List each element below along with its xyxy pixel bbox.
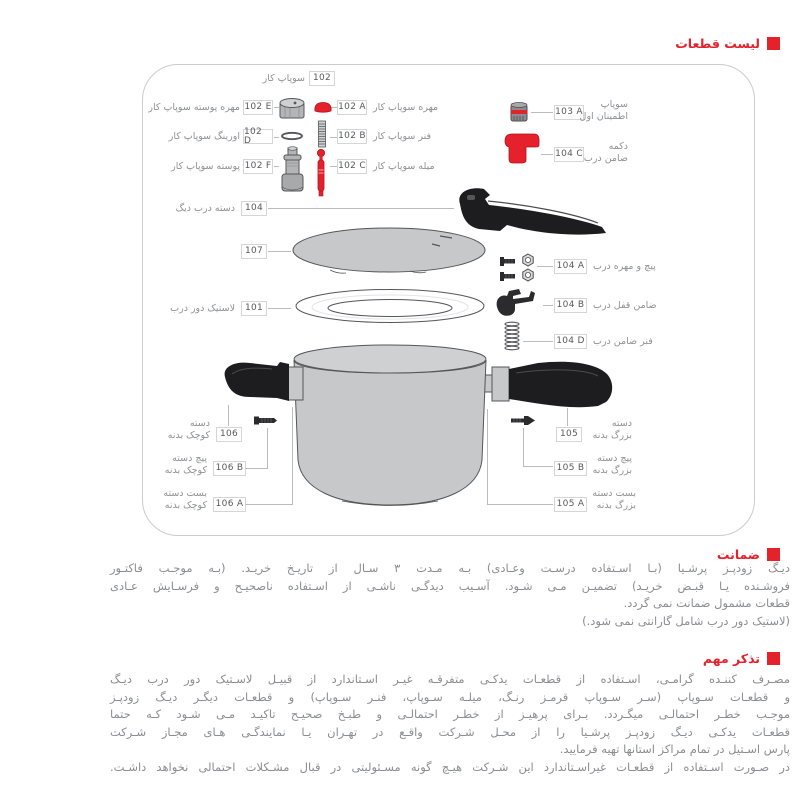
note-title: تذکر مهم <box>702 651 760 666</box>
connector-line <box>268 308 291 309</box>
large-handle-screw-illustration <box>509 414 537 427</box>
valve-casing-illustration <box>277 146 307 196</box>
red-square-icon <box>767 652 780 665</box>
part-label-105b: پیچ دسته بزرگ بدنه <box>592 453 632 476</box>
part-label-106: دسته کوچک بدنه <box>167 418 210 441</box>
part-box-103a: 103 A <box>554 105 584 120</box>
warranty-title: ضمانت <box>716 547 760 562</box>
part-box-104d: 104 D <box>554 334 587 349</box>
part-box-102: 102 <box>309 71 335 86</box>
part-label-104a: پیچ و مهره درب <box>593 261 656 272</box>
part-label-104d: فنر ضامن درب <box>593 336 653 347</box>
note-line: مصـرف کننـده گرامـی، اسـتفاده از قطعـات یدکـی متفرقـه غیـر اسـتاندارد از قبیـل لاسـتیک دور درب دیـگ <box>110 672 790 686</box>
parts-list-title: لیست قطعات <box>675 36 760 51</box>
connector-line <box>543 305 553 306</box>
warranty-line: فروشـنده یـا قبـض خریـد) تضمیـن مـی شـود. آسـیب دیدگـی ناشـی از اسـتفاده ناصحیـح و فرسـایش عـادی <box>110 578 790 593</box>
safety-valve-illustration <box>508 100 530 124</box>
connector-line <box>228 405 229 426</box>
note-heading <box>703 651 780 666</box>
red-square-icon <box>767 37 780 50</box>
part-label-102b: فنر سوپاپ کار <box>373 131 432 142</box>
connector-line <box>268 208 454 209</box>
part-box-102c: 102 C <box>337 159 367 174</box>
small-handle-screw-illustration <box>253 414 279 427</box>
connector-line <box>524 466 553 467</box>
part-box-104c: 104 C <box>554 147 584 162</box>
part-box-105b: 105 B <box>554 461 587 476</box>
latch-button-illustration <box>501 129 541 165</box>
connector-line <box>267 428 268 469</box>
note-line: و قطعـات سـوپاپ (سـر سـوپاپ قرمـز رنـگ، میلـه سـوپاپ، فنـر سـوپاپ) و قطعـات دیگـر دیـگ زودپـز <box>110 689 790 704</box>
connector-line <box>531 112 553 113</box>
valve-casing-nut-illustration <box>278 96 306 121</box>
part-box-101: 101 <box>241 301 267 316</box>
latch-spring-illustration <box>502 320 522 354</box>
part-box-104a: 104 A <box>554 259 587 274</box>
part-box-102f: 102 F <box>243 159 273 174</box>
part-box-104b: 104 B <box>554 298 587 313</box>
pot-body-illustration <box>286 342 494 514</box>
oring-illustration <box>280 131 304 141</box>
note-line: موجـب خطـر احتمالـی میگـردد. بـرای پرهیـز از خطـر احتمالـی و طبـخ صحیـح تاکیـد مـی شـود کـه حتما <box>110 707 790 721</box>
part-label-102d: اورینگ سوپاپ کار <box>168 131 240 142</box>
connector-line <box>541 154 553 155</box>
warranty-text <box>110 560 790 630</box>
part-box-104: 104 <box>241 201 267 216</box>
part-box-107: 107 <box>241 244 267 259</box>
part-label-102a: مهره سوپاپ کار <box>373 102 439 113</box>
connector-line <box>268 251 291 252</box>
note-line: پارس اسـتیل در تمام مراکز استانها تهیه فرمایید. <box>559 742 790 756</box>
part-box-102e: 102 E <box>243 100 273 115</box>
part-label-105: دسته بزرگ بدنه <box>592 418 632 441</box>
warranty-line: قطعات مشمول ضمانت نمی گردد. <box>623 596 790 610</box>
part-box-105a: 105 A <box>554 497 587 512</box>
part-box-106: 106 <box>216 427 242 442</box>
part-label-102: سوپاپ کار <box>262 73 305 84</box>
connector-line <box>523 341 553 342</box>
part-box-102a: 102 A <box>337 100 367 115</box>
connector-line <box>330 137 337 138</box>
part-box-102d: 102 D <box>243 129 273 144</box>
valve-nut-illustration <box>312 100 334 113</box>
connector-line <box>523 428 524 467</box>
lid-lock-latch-illustration <box>494 288 542 318</box>
part-label-104c: دکمه ضامن درب <box>583 141 628 164</box>
large-body-handle-illustration <box>490 358 616 410</box>
part-box-102b: 102 B <box>337 129 367 144</box>
gasket-illustration <box>292 287 488 327</box>
connector-line <box>537 266 553 267</box>
connector-line <box>274 137 279 138</box>
part-label-105a: بست دسته بزرگ بدنه <box>592 488 636 511</box>
connector-line <box>330 166 337 167</box>
part-label-106a: بست دسته کوچک بدنه <box>163 488 207 511</box>
part-label-102c: میله سوپاپ کار <box>373 161 435 172</box>
part-label-101: لاستیک دور درب <box>170 303 235 314</box>
part-box-106b: 106 B <box>213 461 246 476</box>
connector-line <box>567 408 568 426</box>
note-line: در صـورت اسـتفاده از قطعـات غیراسـتاندارد این شـرکت هیـچ گونه مسـئولیتی در قبال مشـکلات احتمالی نخواهد داشـت. <box>110 759 790 774</box>
part-box-105: 105 <box>556 427 582 442</box>
valve-spring-illustration <box>316 119 328 149</box>
connector-line <box>246 468 268 469</box>
lid-bolts-nuts-illustration <box>498 252 538 286</box>
small-body-handle-illustration <box>220 360 306 406</box>
note-text <box>110 671 790 776</box>
part-box-106a: 106 A <box>213 497 246 512</box>
part-label-104: دسته درب دیگ <box>175 203 235 214</box>
lid-illustration <box>290 224 490 276</box>
valve-rod-illustration <box>314 148 328 198</box>
warranty-line: (لاستیک دور درب شامل گارانتی نمی شود.) <box>582 613 790 628</box>
part-label-102e: مهره پوسته سوپاپ کار <box>148 102 240 113</box>
warranty-line: دیـگ زودپـز پرشـیا (بـا اسـتفاده درسـت وعـادی) بـه مـدت ۳ سـال از تاریـخ خریـد. (بـه موجـب فاکتـور <box>110 561 791 575</box>
part-label-102f: پوسته سوپاپ کار <box>171 161 240 172</box>
part-label-103a: سوپاپ اطمینان اول <box>579 99 628 122</box>
note-line: قطعـات یدکـی دیـگ زودپـز پرشـیا را از محـل شـرکت واقـع در تهـران یـا نمایندگـی هـای مجـاز شـرکت <box>110 724 790 739</box>
part-label-106b: پیچ دسته کوچک بدنه <box>164 453 207 476</box>
connector-line <box>487 504 553 505</box>
parts-list-heading <box>675 36 780 51</box>
part-label-104b: ضامن قفل درب <box>593 300 657 311</box>
